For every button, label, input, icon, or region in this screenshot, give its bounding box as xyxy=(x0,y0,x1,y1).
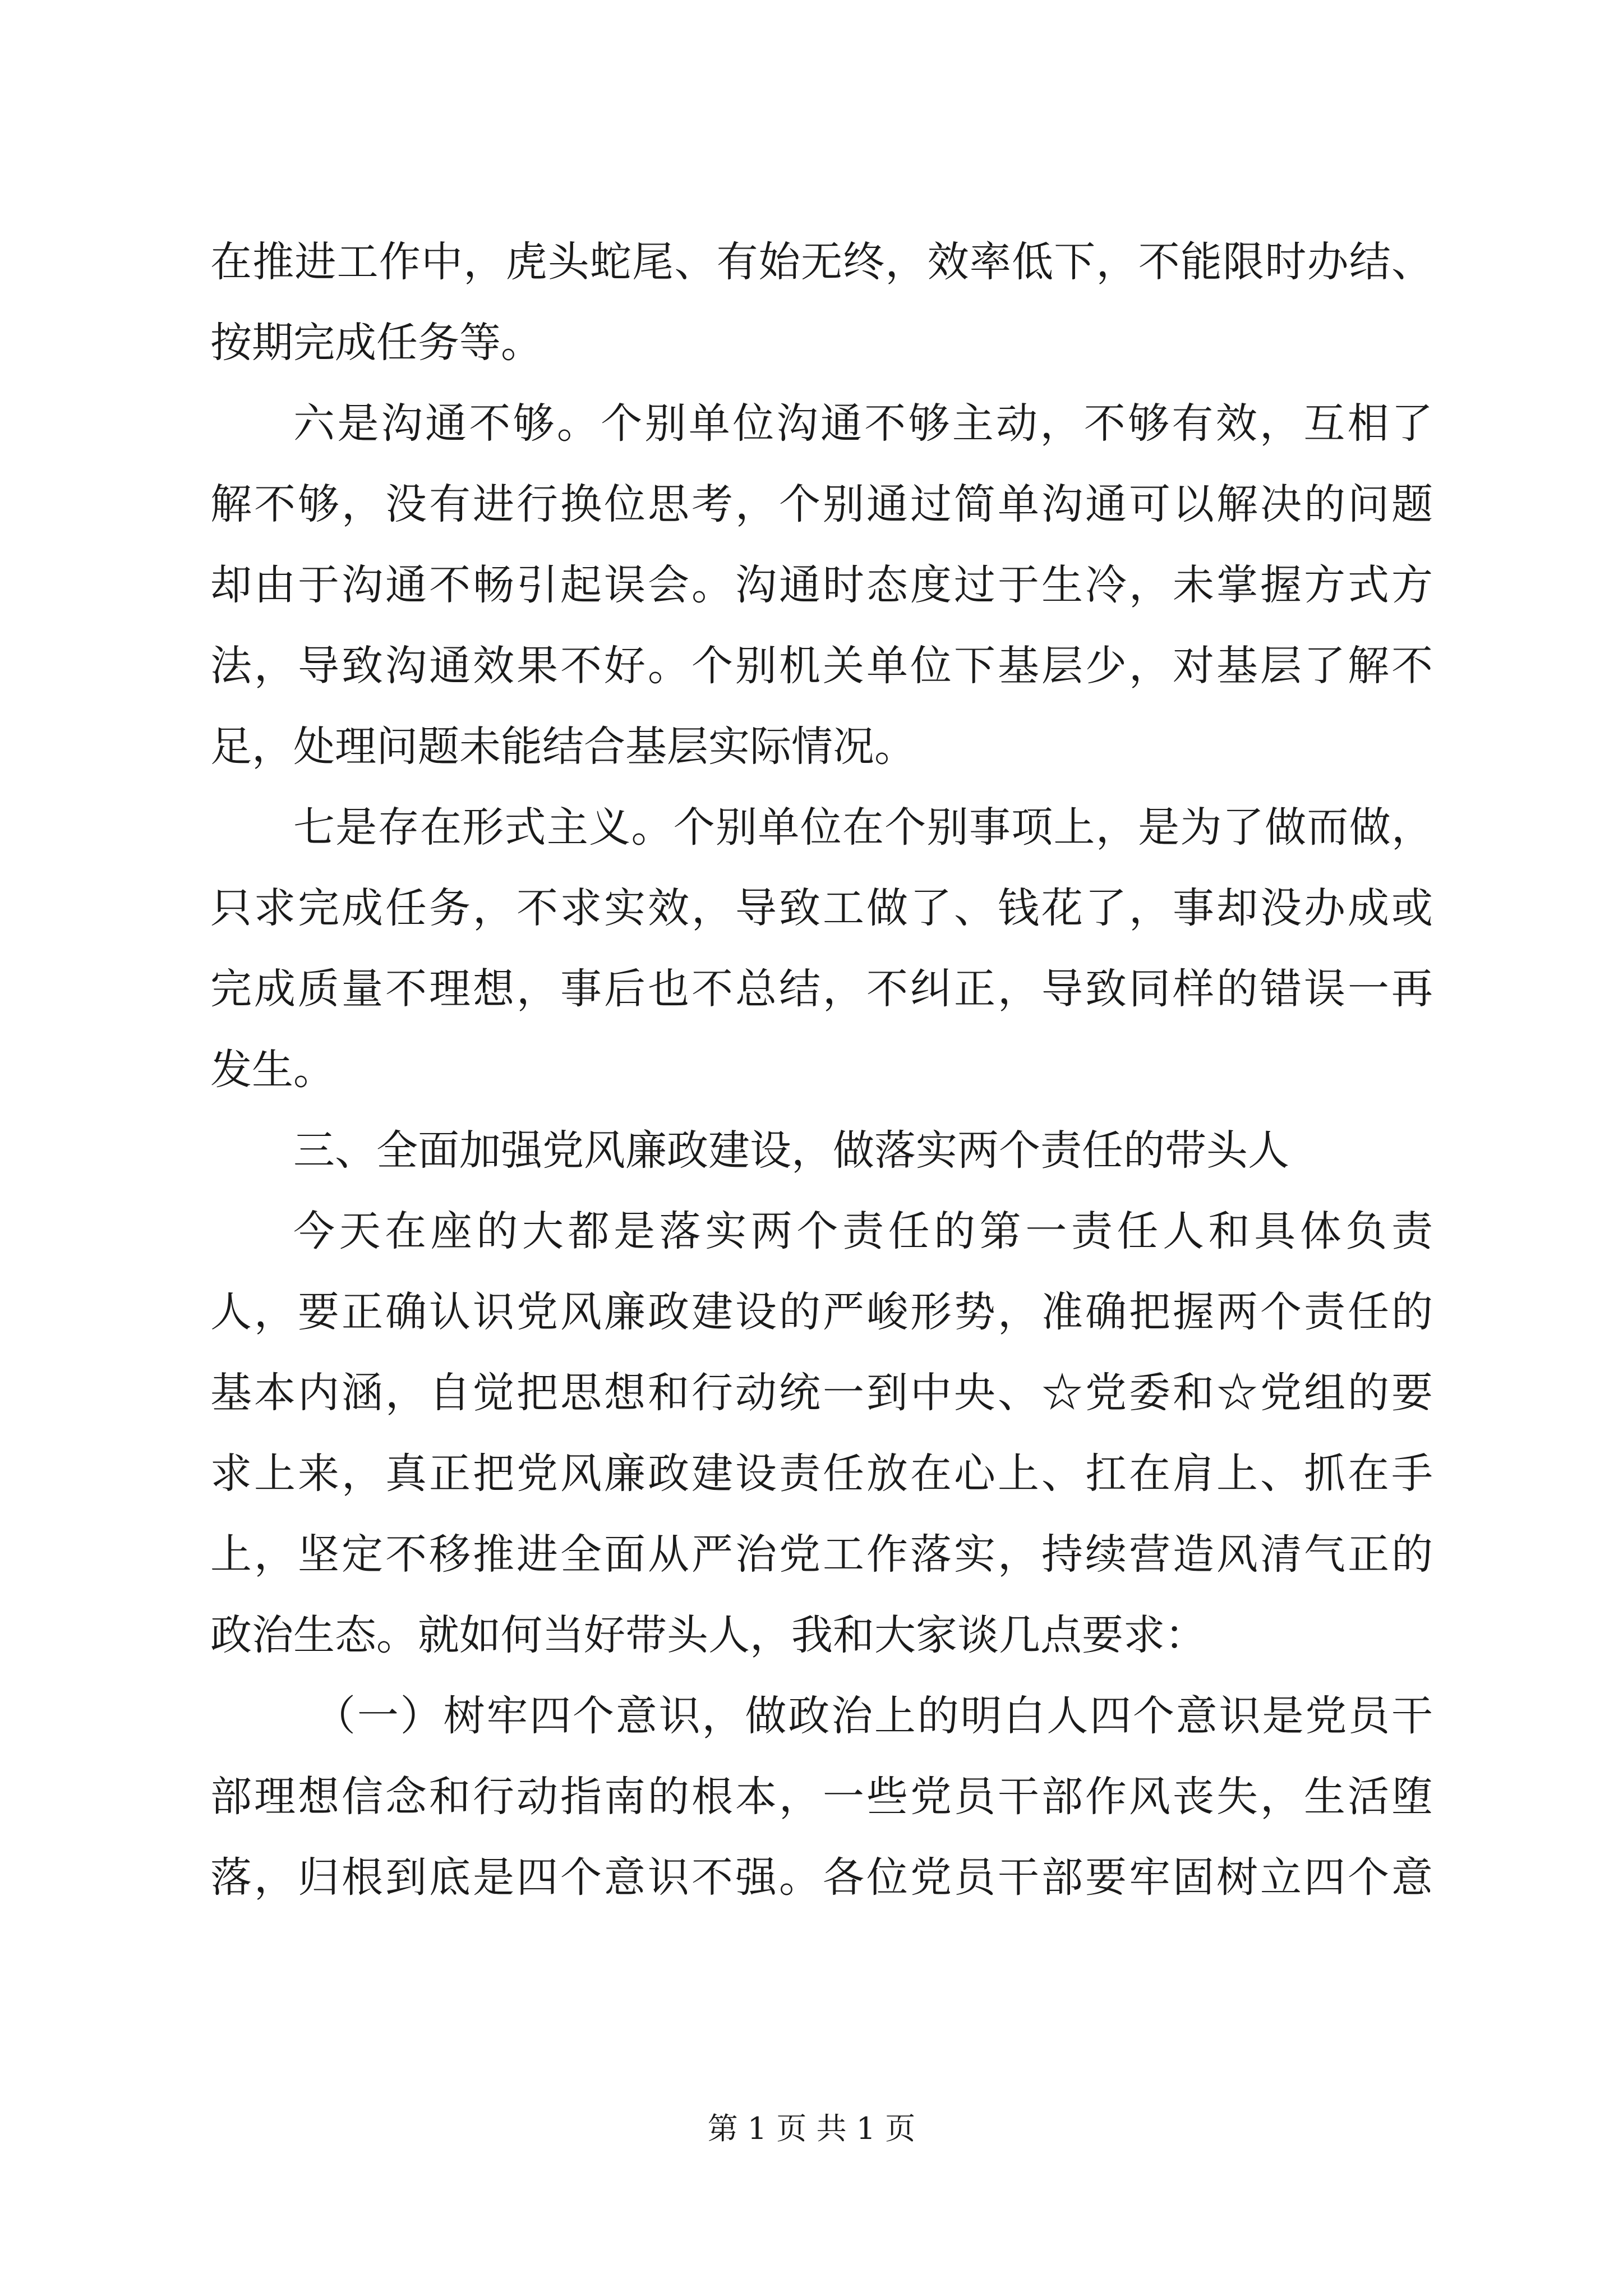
text-line: 按期完成任务等。 xyxy=(210,319,542,367)
text-line: 基本内涵，自觉把思想和行动统一到中央、☆党委和☆党组的要 xyxy=(210,1369,1433,1417)
text-line: 三、全面加强党风廉政建设，做落实两个责任的带头人 xyxy=(293,1126,1289,1175)
text-line: 政治生态。就如何当好带头人，我和大家谈几点要求： xyxy=(210,1611,1206,1659)
text-line: 只求完成任务，不求实效，导致工做了、钱花了，事却没办成或 xyxy=(210,884,1433,932)
text-line: 七是存在形式主义。个别单位在个别事项上，是为了做而做， xyxy=(293,803,1433,852)
text-line: 六是沟通不够。个别单位沟通不够主动，不够有效，互相了 xyxy=(293,399,1433,448)
text-line: （一）树牢四个意识，做政治上的明白人四个意识是党员干 xyxy=(314,1692,1433,1740)
text-line: 人，要正确认识党风廉政建设的严峻形势，准确把握两个责任的 xyxy=(210,1288,1433,1336)
text-line: 解不够，没有进行换位思考，个别通过简单沟通可以解决的问题 xyxy=(210,480,1433,528)
text-line: 完成质量不理想，事后也不总结，不纠正，导致同样的错误一再 xyxy=(210,965,1433,1013)
text-line: 却由于沟通不畅引起误会。沟通时态度过于生冷，未掌握方式方 xyxy=(210,561,1433,609)
text-line: 今天在座的大都是落实两个责任的第一责任人和具体负责 xyxy=(293,1207,1433,1255)
page-footer: 第 1 页 共 1 页 xyxy=(707,2111,916,2146)
text-line: 落，归根到底是四个意识不强。各位党员干部要牢固树立四个意 xyxy=(210,1853,1433,1902)
text-line: 求上来，真正把党风廉政建设责任放在心上、扛在肩上、抓在手 xyxy=(210,1450,1433,1498)
text-line: 上，坚定不移推进全面从严治党工作落实，持续营造风清气正的 xyxy=(210,1530,1433,1579)
text-line: 发生。 xyxy=(210,1046,335,1094)
text-line: 在推进工作中，虎头蛇尾、有始无终，效率低下，不能限时办结、 xyxy=(210,238,1433,286)
text-line: 部理想信念和行动指南的根本，一些党员干部作风丧失，生活堕 xyxy=(210,1773,1433,1821)
text-line: 法，导致沟通效果不好。个别机关单位下基层少，对基层了解不 xyxy=(210,642,1433,690)
text-line: 足，处理问题未能结合基层实际情况。 xyxy=(210,723,916,771)
document-body xyxy=(210,222,1433,1918)
